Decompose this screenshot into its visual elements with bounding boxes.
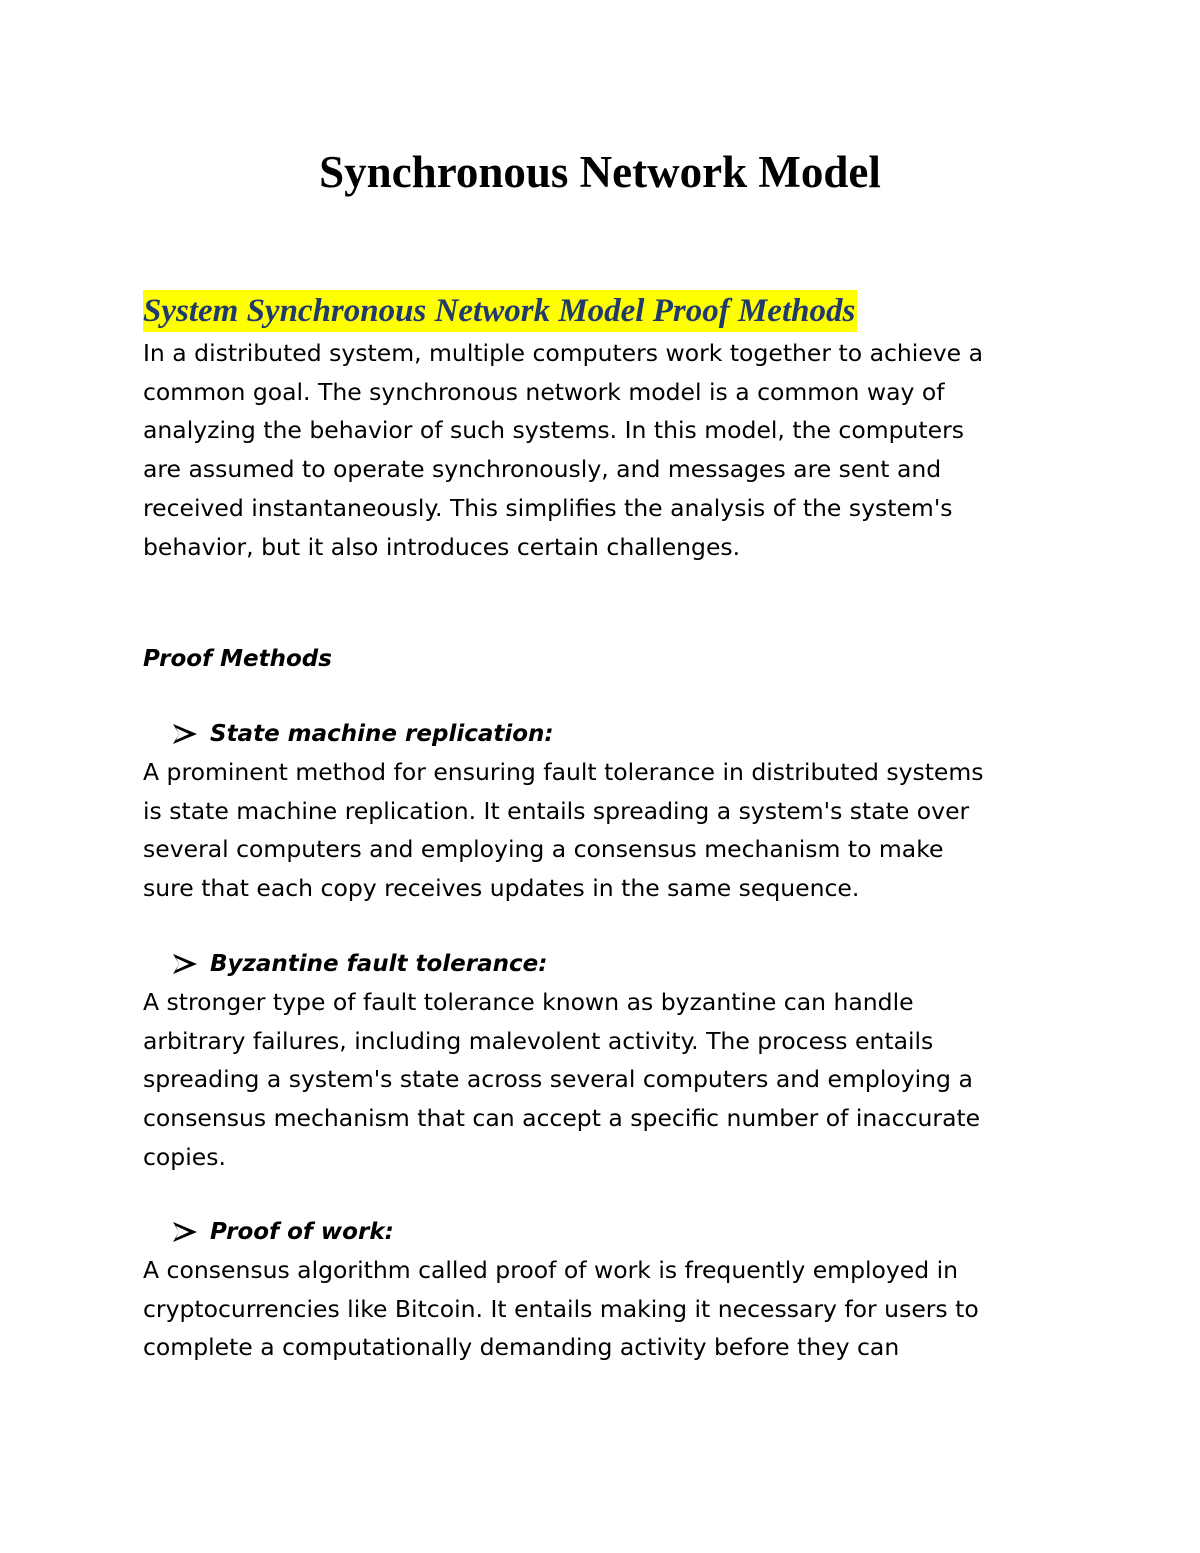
method-heading-byzantine	[172, 945, 547, 983]
method-heading-state-machine	[172, 715, 554, 753]
section-heading: System Synchronous Network Model Proof Methods	[143, 290, 857, 332]
method-description-state-machine	[143, 753, 1103, 908]
paragraph-line: behavior, but it also introduces certain challenges.	[143, 532, 741, 561]
paragraph-line: A prominent method for ensuring fault tolerance in distributed systems	[143, 758, 984, 786]
paragraph-line: received instantaneously. This simplifies the analysis of the system's	[143, 493, 953, 522]
arrowhead-bullet-icon	[172, 1221, 198, 1243]
paragraph-line: copies.	[143, 1142, 226, 1171]
arrowhead-bullet-icon	[172, 723, 198, 745]
intro-paragraph	[143, 334, 1103, 566]
paragraph-line: are assumed to operate synchronously, and messages are sent and	[143, 455, 942, 484]
paragraph-line: A consensus algorithm called proof of work is frequently employed in	[143, 1256, 959, 1284]
document-title: Synchronous Network Model	[319, 147, 881, 197]
method-name: Proof of work:	[210, 1219, 394, 1245]
paragraph-line: spreading a system's state across several computers and employing a	[143, 1065, 973, 1094]
arrowhead-bullet-icon	[172, 953, 198, 975]
method-name: Byzantine fault tolerance:	[210, 951, 548, 977]
method-description-byzantine	[143, 983, 1103, 1177]
paragraph-line: sure that each copy receives updates in the same sequence.	[143, 874, 860, 903]
proof-methods-heading: Proof Methods	[143, 646, 332, 672]
paragraph-line: several computers and employing a consensus mechanism to make	[143, 835, 944, 864]
paragraph-line: consensus mechanism that can accept a specific number of inaccurate	[143, 1104, 981, 1133]
method-name: State machine replication:	[210, 721, 554, 747]
paragraph-line: arbitrary failures, including malevolent activity. The process entails	[143, 1026, 934, 1055]
paragraph-line: complete a computationally demanding activity before they can	[143, 1333, 900, 1362]
paragraph-line: A stronger type of fault tolerance known as byzantine can handle	[143, 988, 914, 1016]
paragraph-line: common goal. The synchronous network model is a common way of	[143, 377, 945, 406]
method-description-proof-of-work	[143, 1251, 1103, 1367]
method-heading-proof-of-work	[172, 1213, 394, 1251]
paragraph-line: is state machine replication. It entails spreading a system's state over	[143, 796, 970, 825]
paragraph-line: analyzing the behavior of such systems. In this model, the computers	[143, 416, 964, 445]
paragraph-line: In a distributed system, multiple computers work together to achieve a	[143, 339, 984, 367]
paragraph-line: cryptocurrencies like Bitcoin. It entails making it necessary for users to	[143, 1294, 979, 1323]
